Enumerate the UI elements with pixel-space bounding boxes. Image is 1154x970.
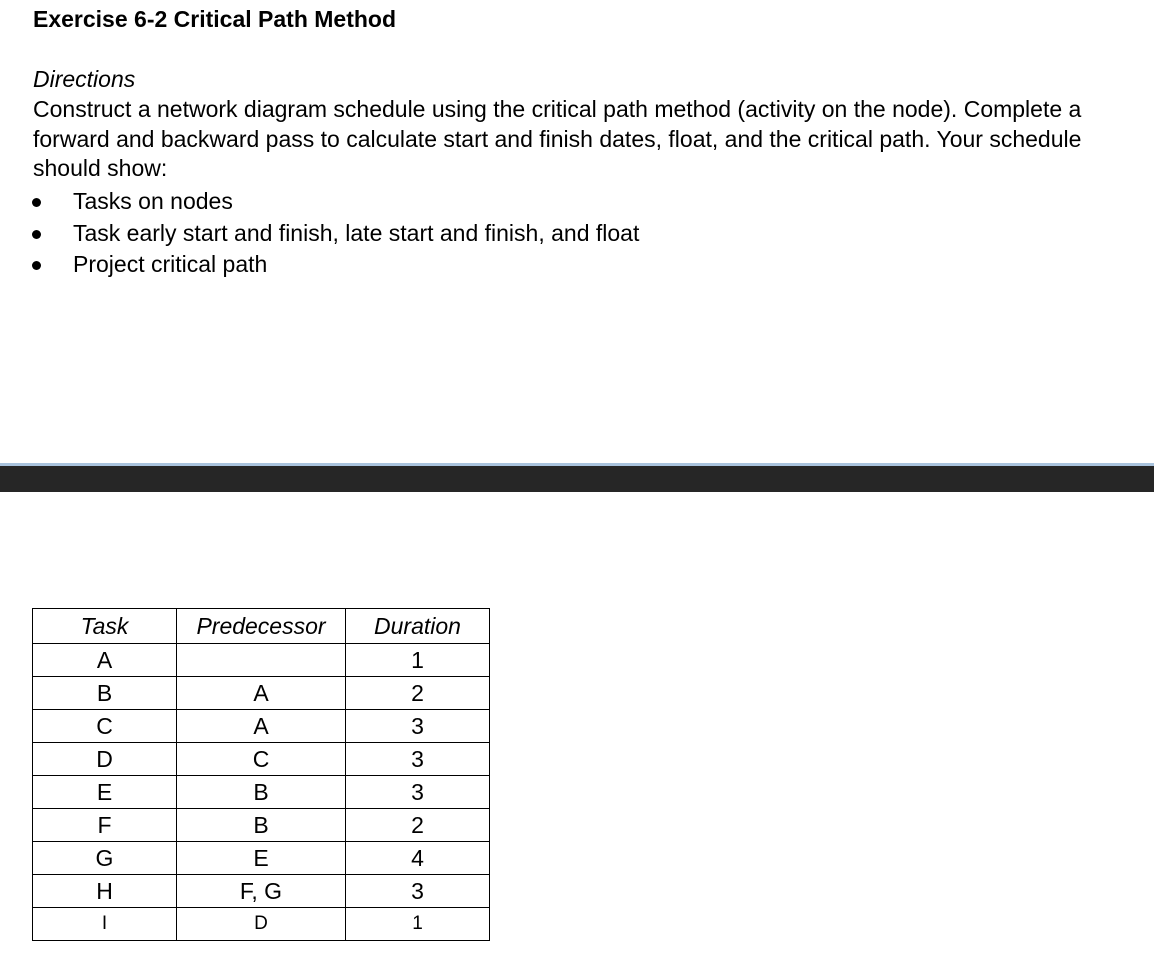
task-cell: E [33,776,177,809]
list-item [0,218,639,250]
duration-cell: 4 [346,842,490,875]
table-row [33,842,490,875]
predecessor-cell: D [177,908,346,941]
table-row [33,776,490,809]
list-item-text: Tasks on nodes [73,188,233,214]
task-cell: G [33,842,177,875]
predecessor-cell: B [177,776,346,809]
bullet-icon [32,230,41,239]
table-row [33,875,490,908]
list-item-text: Project critical path [73,251,268,277]
duration-cell: 3 [346,743,490,776]
directions-paragraph: Construct a network diagram schedule using the critical path method (activity on the node). Complete a forward and backward pass to calculate start and finish dates, float, and the critical path. Your schedule should show: [33,96,1082,181]
list-item-text: Task early start and finish, late start and finish, and float [73,219,640,246]
duration-cell: 2 [346,809,490,842]
predecessor-cell: F, G [177,875,346,908]
predecessor-cell: A [177,677,346,710]
predecessor-cell: C [177,743,346,776]
directions-heading: Directions [33,66,136,92]
duration-cell: 3 [346,710,490,743]
predecessor-cell: B [177,809,346,842]
table-row [33,743,490,776]
duration-cell: 3 [346,776,490,809]
bullet-icon [32,261,41,270]
task-cell: F [33,809,177,842]
task-cell: I [33,908,177,941]
predecessor-cell: A [177,710,346,743]
table-row [33,908,490,941]
header-duration: Duration [346,609,490,644]
table-row [33,644,490,677]
task-cell: H [33,875,177,908]
page-title: Exercise 6-2 Critical Path Method [33,6,397,32]
separator-bar [0,466,1154,492]
task-cell: A [33,644,177,677]
bullet-icon [32,198,41,207]
table-row [33,710,490,743]
table-row [33,809,490,842]
requirements-list [0,186,639,281]
header-task: Task [33,609,177,644]
duration-cell: 3 [346,875,490,908]
table-header-row [33,609,490,644]
task-table [32,608,490,941]
duration-cell: 1 [346,908,490,941]
duration-cell: 1 [346,644,490,677]
table-row [33,677,490,710]
list-item [0,249,639,281]
predecessor-cell [177,644,346,677]
task-cell: B [33,677,177,710]
task-cell: C [33,710,177,743]
task-cell: D [33,743,177,776]
predecessor-cell: E [177,842,346,875]
duration-cell: 2 [346,677,490,710]
list-item [0,186,639,218]
header-predecessor: Predecessor [177,609,346,644]
